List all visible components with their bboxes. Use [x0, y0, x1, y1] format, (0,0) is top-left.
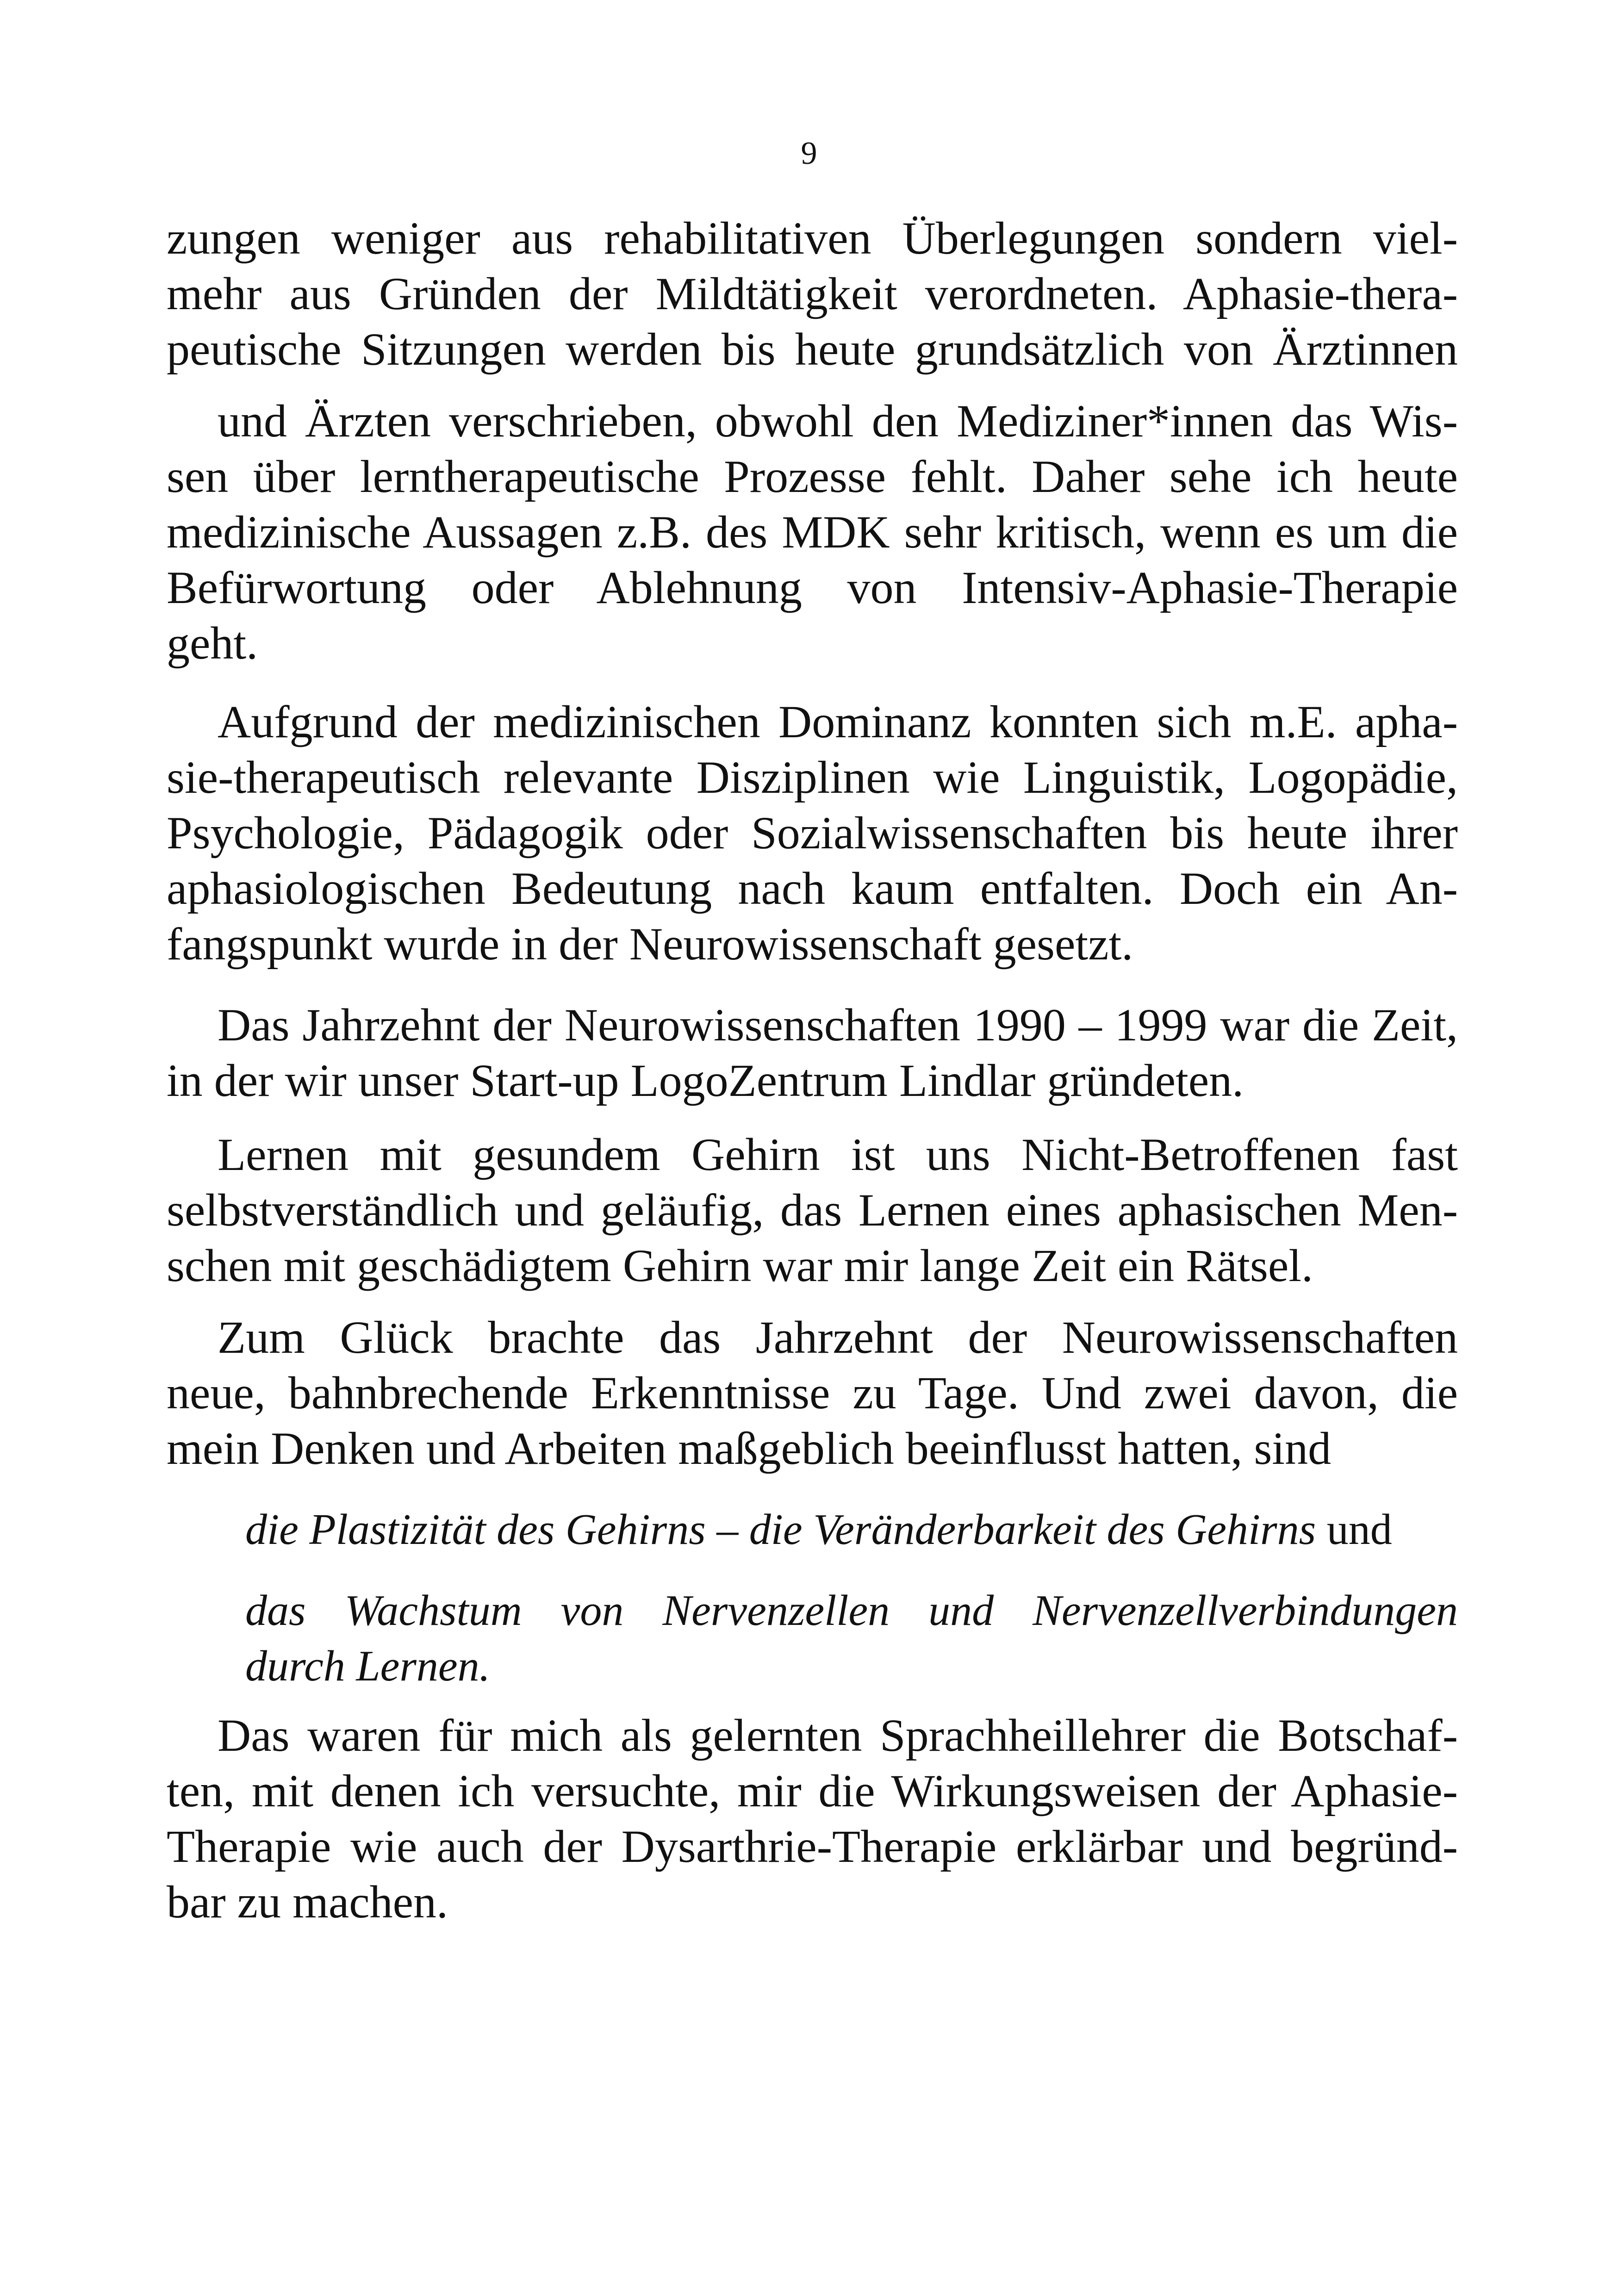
text-line: medizinische Aussagen z.B. des MDK sehr kritisch, wenn es um die: [167, 506, 1458, 558]
text-line: bar zu machen.: [167, 1876, 448, 1928]
quote-line: das Wachstum von Nervenzellen und Nervenzellverbindungen: [245, 1587, 1458, 1635]
text-line: Therapie wie auch der Dysarthrie-Therapie erklärbar und begründ-: [167, 1821, 1458, 1872]
quote-italic-text: die Plastizität des Gehirns – die Veränderbarkeit des Gehirns: [245, 1506, 1316, 1554]
text-line: und Ärzten verschrieben, obwohl den Mediziner*innen das Wis-: [218, 395, 1458, 447]
text-line: fangspunkt wurde in der Neurowissenschaft gesetzt.: [167, 918, 1133, 970]
paragraph-1: [167, 211, 1458, 377]
text-line: selbstverständlich und geläufig, das Lernen eines aphasischen Men-: [167, 1184, 1458, 1236]
text-line: Das waren für mich als gelernten Sprachheillehrer die Botschaf-: [218, 1710, 1458, 1761]
quote-line: durch Lernen.: [245, 1642, 491, 1690]
text-line: Zum Glück brachte das Jahrzehnt der Neurowissenschaften: [218, 1312, 1458, 1363]
text-line: schen mit geschädigtem Gehirn war mir lange Zeit ein Rätsel.: [167, 1240, 1313, 1291]
text-line: Das Jahrzehnt der Neurowissenschaften 1990 – 1999 war die Zeit,: [218, 999, 1458, 1051]
text-line: neue, bahnbrechende Erkenntnisse zu Tage. Und zwei davon, die: [167, 1367, 1458, 1419]
text-line: mein Denken und Arbeiten maßgeblich beeinflusst hatten, sind: [167, 1423, 1332, 1474]
quote-trailing-text: und: [1316, 1506, 1392, 1554]
page-number: 9: [801, 136, 817, 171]
text-line: sie-therapeutisch relevante Disziplinen wie Linguistik, Logopädie,: [167, 752, 1458, 803]
text-line: peutische Sitzungen werden bis heute grundsätzlich von Ärztinnen: [167, 324, 1458, 375]
paragraph-2: [167, 393, 1458, 671]
quote-line: [245, 1502, 1458, 1557]
text-line: ten, mit denen ich versuchte, mir die Wirkungsweisen der Aphasie-: [167, 1765, 1458, 1817]
paragraph-4: [167, 997, 1458, 1108]
text-line: geht.: [167, 617, 258, 669]
text-line: sen über lerntherapeutische Prozesse fehlt. Daher sehe ich heute: [167, 451, 1458, 502]
paragraph-6: [167, 1310, 1458, 1476]
text-line: zungen weniger aus rehabilitativen Überlegungen sondern viel-: [167, 212, 1458, 264]
quote-2: [245, 1583, 1458, 1694]
text-line: Befürwortung oder Ablehnung von Intensiv-Aphasie-Therapie: [167, 562, 1458, 613]
quote-1: [245, 1502, 1458, 1557]
text-line: Lernen mit gesundem Gehirn ist uns Nicht-Betroffenen fast: [218, 1129, 1458, 1180]
paragraph-5: [167, 1127, 1458, 1294]
text-line: aphasiologischen Bedeutung nach kaum entfalten. Doch ein An-: [167, 863, 1458, 914]
paragraph-3: [167, 694, 1458, 972]
text-line: Psychologie, Pädagogik oder Sozialwissenschaften bis heute ihrer: [167, 807, 1458, 859]
closing-paragraph: [167, 1708, 1458, 1930]
text-line: Aufgrund der medizinischen Dominanz konnten sich m.E. apha-: [218, 696, 1458, 747]
text-line: mehr aus Gründen der Mildtätigkeit verordneten. Aphasie-thera-: [167, 268, 1458, 319]
text-line: in der wir unser Start-up LogoZentrum Lindlar gründeten.: [167, 1055, 1244, 1106]
